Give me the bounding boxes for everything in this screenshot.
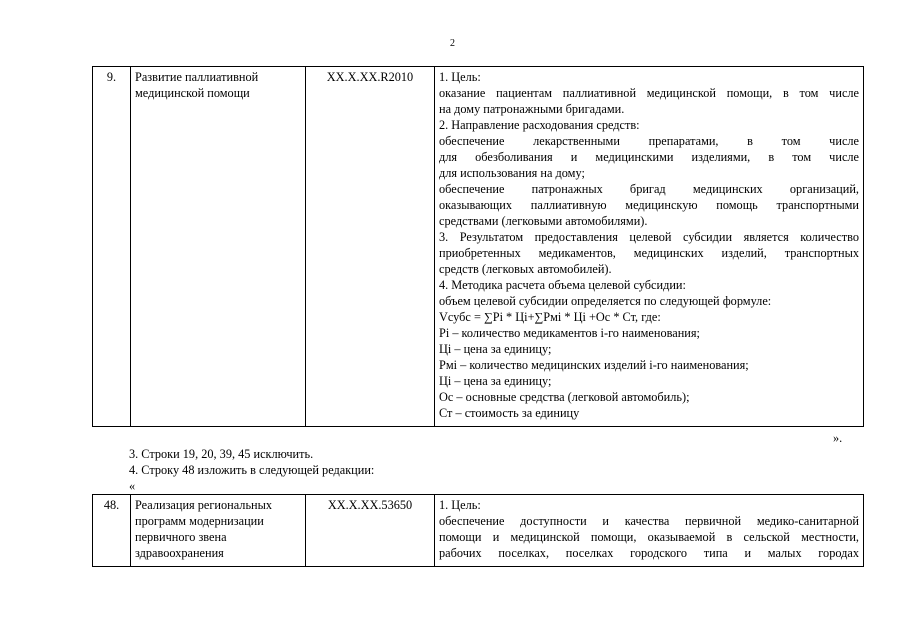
row-code: XX.X.XX.R2010 [306, 67, 435, 427]
row-description [435, 495, 864, 567]
description-line: средствами (легковыми автомобилями). [439, 214, 648, 228]
amendment-item-4: 4. Строку 48 изложить в следующей редакции: [129, 463, 375, 477]
description-line: для обезболивания и медицинскими изделиями, в том числе [439, 150, 859, 164]
description-line: на дому патронажными бригадами. [439, 102, 625, 116]
page-number: 2 [450, 38, 455, 49]
description-line: 1. Цель: [439, 70, 481, 84]
name-line: Развитие паллиативной [135, 70, 259, 84]
name-line: здравоохранения [135, 546, 224, 560]
description-line: Pмi – количество медицинских изделий i-го наименования; [439, 358, 749, 372]
name-line: медицинской помощи [135, 86, 250, 100]
row-code: XX.X.XX.53650 [306, 495, 435, 567]
description-line: рабочих поселках, поселках городского типа и малых городах [439, 546, 859, 560]
description-line: Ст – стоимость за единицу [439, 406, 580, 420]
description-line: Цi – цена за единицу; [439, 374, 552, 388]
description-line: оказывающих паллиативную медицинскую помощь транспортными [439, 198, 859, 212]
opening-quote: « [129, 479, 136, 493]
row-name [131, 67, 306, 427]
description-line: помощи и медицинской помощи, оказываемой в сельской местности, [439, 530, 859, 544]
description-line: Vсубс = ∑Pi * Цi+∑Pмi * Цi +Oc * Ст, где: [439, 310, 661, 324]
description-line: объем целевой субсидии определяется по следующей формуле: [439, 294, 772, 308]
description-line: 3. Результатом предоставления целевой субсидии является количество [439, 230, 859, 244]
name-line: программ модернизации [135, 514, 264, 528]
table-row [93, 495, 864, 567]
description-line: Ос – основные средства (легковой автомобиль); [439, 390, 690, 404]
amendment-item-3: 3. Строки 19, 20, 39, 45 исключить. [129, 447, 314, 461]
description-line: Цi – цена за единицу; [439, 342, 552, 356]
row-number: 9. [93, 67, 131, 427]
name-line: первичного звена [135, 530, 227, 544]
subsidy-table-row-9 [92, 66, 864, 427]
description-line: обеспечение лекарственными препаратами, в том числе [439, 134, 859, 148]
description-line: 1. Цель: [439, 498, 481, 512]
table-row [93, 67, 864, 427]
description-line: обеспечение патронажных бригад медицинских организаций, [439, 182, 859, 196]
name-line: Реализация региональных [135, 498, 273, 512]
row-number: 48. [93, 495, 131, 567]
row-name [131, 495, 306, 567]
description-line: 2. Направление расходования средств: [439, 118, 640, 132]
description-line: для использования на дому; [439, 166, 585, 180]
row-description [435, 67, 864, 427]
description-line: оказание пациентам паллиативной медицинской помощи, в том числе [439, 86, 859, 100]
description-line: 4. Методика расчета объема целевой субсидии: [439, 278, 686, 292]
closing-quote: ». [833, 431, 843, 445]
description-line: обеспечение доступности и качества первичной медико-санитарной [439, 514, 859, 528]
description-line: средств (легковых автомобилей). [439, 262, 612, 276]
subsidy-table-row-48 [92, 494, 864, 567]
description-line: приобретенных медикаментов, медицинских изделий, транспортных [439, 246, 859, 260]
description-line: Pi – количество медикаментов i-го наименования; [439, 326, 700, 340]
